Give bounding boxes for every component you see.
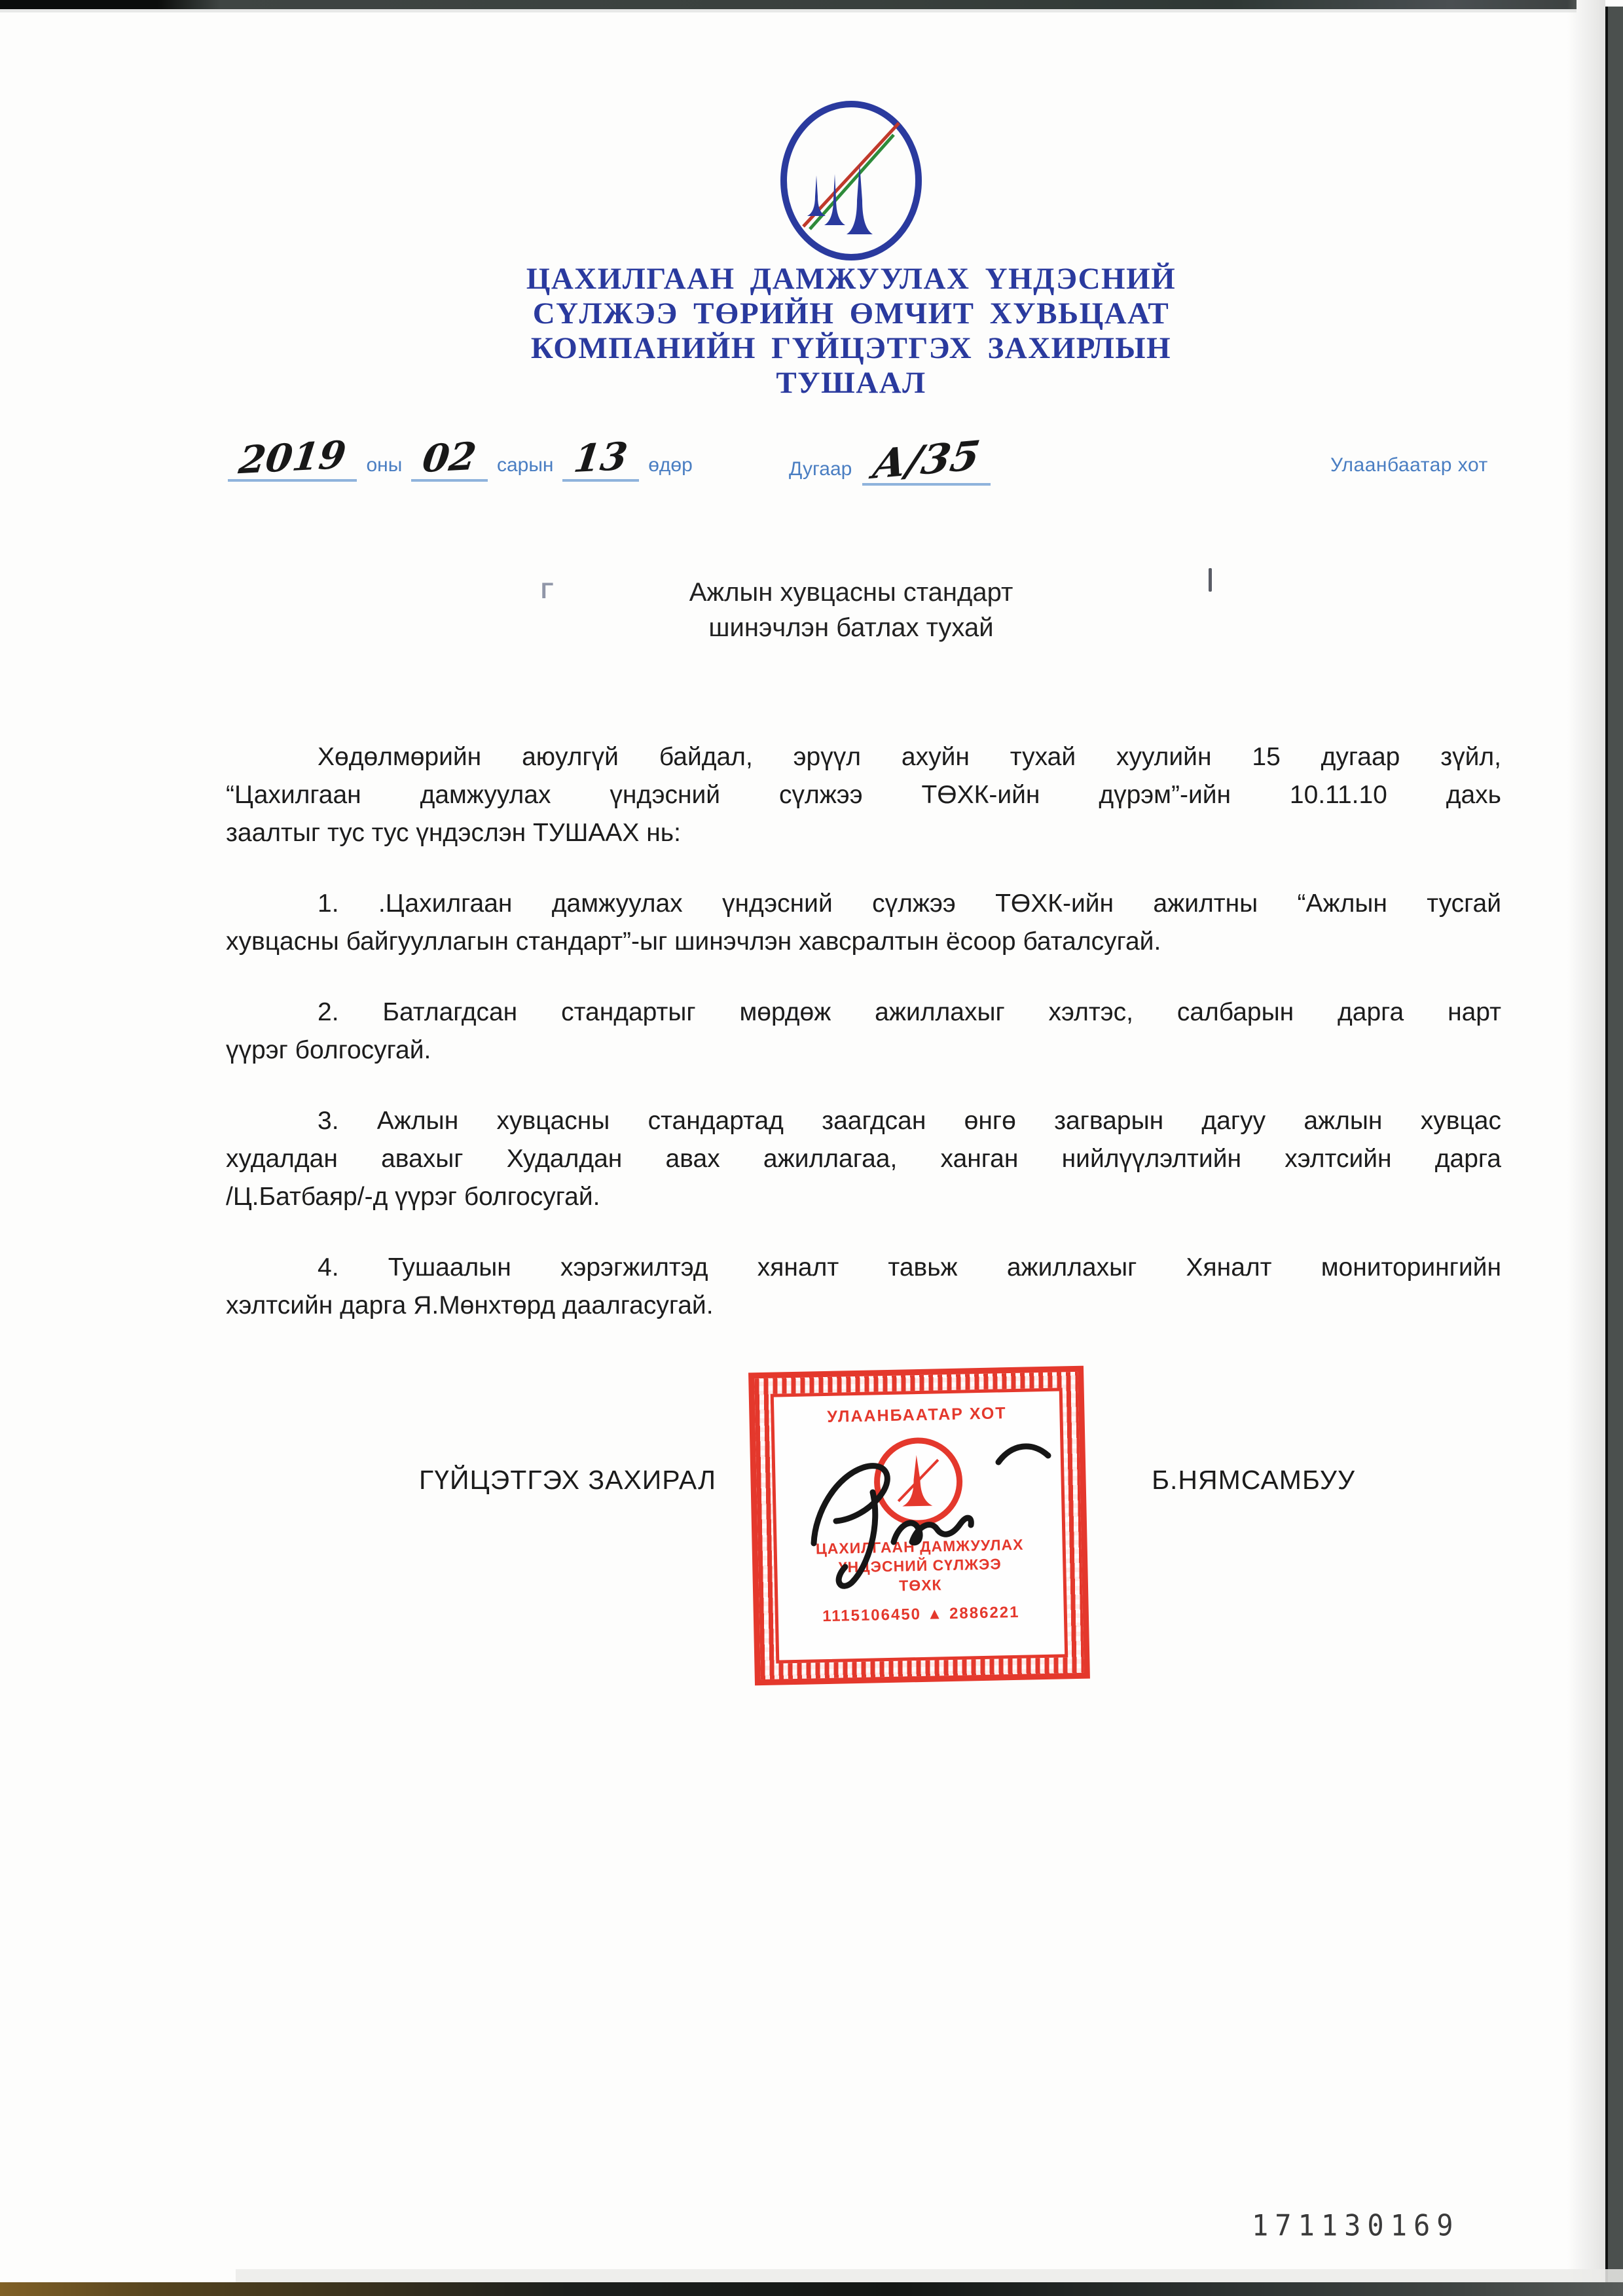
paragraph-line: 3. Ажлын хувцасны стандартад заагдсан өнгө загварын дагуу ажлын хувцас xyxy=(318,1107,1501,1135)
signer-name: Б.НЯМСАМБУУ xyxy=(1152,1465,1355,1495)
paragraph-line: /Ц.Батбаяр/-д үүрэг болгосугай. xyxy=(226,1183,600,1211)
signer-role: ГҮЙЦЭТГЭХ ЗАХИРАЛ xyxy=(419,1465,717,1495)
scan-edge-bottom xyxy=(0,2282,1623,2296)
document-title xyxy=(689,575,1013,645)
org-header-line: ТУШААЛ xyxy=(776,366,926,401)
document-number-group xyxy=(789,431,991,488)
city-label: Улаанбаатар хот xyxy=(1330,454,1488,476)
body-text xyxy=(226,738,1501,1357)
paragraph-line: хэлтсийн дарга Я.Мөнхтөрд даалгасугай. xyxy=(226,1291,714,1319)
date-group xyxy=(228,432,693,483)
day-label: өдөр xyxy=(648,454,693,476)
paragraph-line: заалтыг тус тус үндэслэн ТУШААХ нь: xyxy=(226,819,681,847)
paragraph-line: хувцасны байгууллагын стандарт”-ыг шинэчлэн хавсралтын ёсоор баталсугай. xyxy=(226,927,1161,956)
meta-row xyxy=(0,432,1623,511)
handwritten-year: 2019 xyxy=(236,432,349,483)
year-label: оны xyxy=(366,454,403,476)
scan-corner-mark: Г xyxy=(541,579,554,603)
order-item-4 xyxy=(226,1249,1501,1325)
stamp-org-line: ЦАХИЛГААН ДАМЖУУЛАХ xyxy=(815,1535,1024,1558)
stamp-org-line: ТӨХК xyxy=(898,1576,942,1594)
org-header-line: КОМПАНИЙН ГҮЙЦЭТГЭХ ЗАХИРЛЫН xyxy=(530,331,1172,366)
signature-scribble-icon xyxy=(795,1414,1097,1610)
paragraph-line: үүрэг болгосугай. xyxy=(226,1036,431,1064)
paragraph-line: 1. .Цахилгаан дамжуулах үндэсний сүлжээ ТӨХК-ийн ажилтны “Ажлын тусгай xyxy=(318,889,1501,918)
order-item-2 xyxy=(226,994,1501,1069)
company-logo-icon xyxy=(769,97,933,264)
handwritten-month: 02 xyxy=(420,433,479,482)
scan-edge-right xyxy=(1605,7,1623,2296)
org-header xyxy=(458,262,1244,401)
paragraph-line: 2. Батлагдсан стандартыг мөрдөж ажиллахыг хэлтэс, салбарын дарга нарт xyxy=(318,998,1501,1026)
scan-corner-mark xyxy=(1209,568,1212,592)
document-title-line2: шинэчлэн батлах тухай xyxy=(708,613,994,642)
month-label: сарын xyxy=(496,454,554,476)
org-header-line: ЦАХИЛГААН ДАМЖУУЛАХ ҮНДЭСНИЙ xyxy=(526,262,1176,296)
order-item-3 xyxy=(226,1102,1501,1216)
number-label: Дугаар xyxy=(789,458,852,480)
paragraph-line: “Цахилгаан дамжуулах үндэсний сүлжээ ТӨХК-ийн дүрэм”-ийн 10.11.10 дахь xyxy=(226,781,1501,809)
scan-edge-right-shade xyxy=(1567,0,1605,2296)
paragraph-line: 4. Тушаалын хэрэгжилтэд хяналт тавьж ажиллахыг Хяналт мониторингийн xyxy=(318,1253,1501,1282)
org-header-line: СҮЛЖЭЭ ТӨРИЙН ӨМЧИТ ХУВЬЦААТ xyxy=(532,296,1170,331)
intro-paragraph xyxy=(226,738,1501,852)
paragraph-line: Хөдөлмөрийн аюулгүй байдал, эрүүл ахуйн тухай хуулийн 15 дугаар зүйл, xyxy=(318,743,1501,771)
footer-serial-number: 171130169 xyxy=(1252,2208,1460,2243)
stamp-org-line: ҮНДЭСНИЙ СҮЛЖЭЭ xyxy=(838,1555,1002,1577)
order-item-1 xyxy=(226,885,1501,961)
paragraph-line: худалдан авахыг Худалдан авах ажиллагаа, ханган нийлүүлэлтийн хэлтсийн дарга xyxy=(226,1145,1501,1173)
stamp-city-label: УЛААНБААТАР ХОТ xyxy=(827,1404,1007,1426)
scan-edge-top xyxy=(0,0,1577,9)
handwritten-document-number: А/35 xyxy=(869,431,984,488)
scan-edge-bottom-shade xyxy=(236,2269,1623,2282)
document-title-line1: Ажлын хувцасны стандарт xyxy=(689,578,1013,607)
scan-edge-top-shadow xyxy=(0,9,1577,12)
stamp-registry-numbers: 1115106450 ▲ 2886221 xyxy=(822,1604,1020,1626)
handwritten-day: 13 xyxy=(571,433,630,482)
